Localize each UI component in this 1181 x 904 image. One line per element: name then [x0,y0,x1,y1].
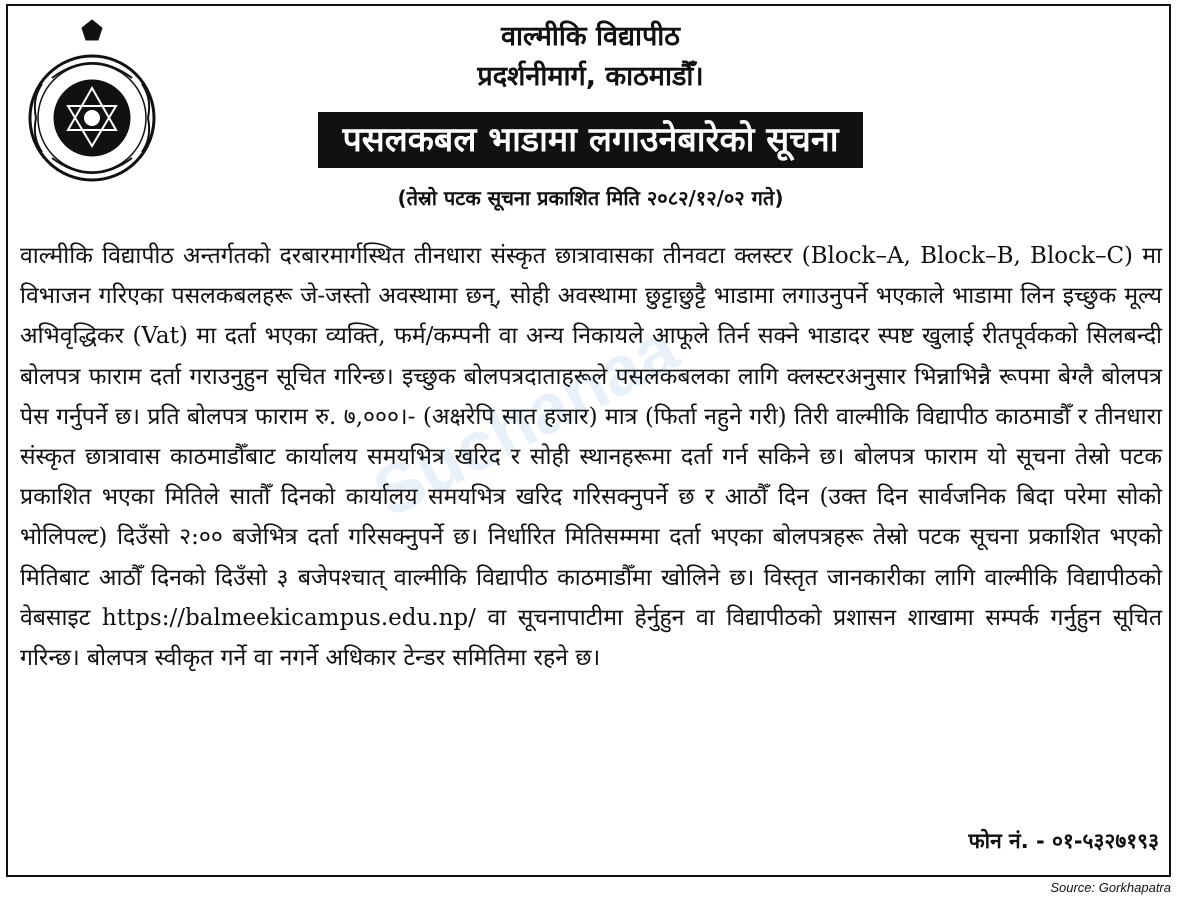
source-credit: Source: Gorkhapatra [1050,880,1171,895]
publication-date: (तेस्रो पटक सूचना प्रकाशित मिति २०८२/१२/०२ गते) [397,186,784,210]
notice-header [0,18,1181,212]
organization-name: वाल्मीकि विद्यापीठ [501,21,680,52]
notice-title: पसलकबल भाडामा लगाउनेबारेको सूचना [318,112,862,168]
watermark-text: Suchanaa [361,307,690,533]
organization-address: प्रदर्शनीमार्ग, काठमाडौँ। [477,61,704,92]
notice-body: वाल्मीकि विद्यापीठ अन्तर्गतको दरबारमार्गस्थित तीनधारा संस्कृत छात्रावासका तीनवटा क्लस्टर (Block–A, Block–B, Block–C) मा विभाजन गरिएका पसलकबलहरू जे-जस्तो अवस्थामा छन्, सोही अवस्थामा छुट्टाछुट्टै भाडामा लगाउनुपर्ने भएकाले भाडामा लिन इच्छुक मूल्य अभिवृद्धिकर (Vat) मा दर्ता भएका व्यक्ति, फर्म/कम्पनी वा अन्य निकायले आफूले तिर्न सक्ने भाडादर स्पष्ट खुलाई रीतपूर्वकको सिलबन्दी बोलपत्र फाराम दर्ता गराउनुहुन सूचित गरिन्छ। इच्छुक बोलपत्रदाताहरूले पसलकबलका लागि क्लस्टरअनुसार भिन्नाभिन्नै रूपमा बेग्लै बोलपत्र पेस गर्नुपर्ने छ। प्रति बोलपत्र फाराम रु. ७,०००।- (अक्षरेपि सात हजार) मात्र (फिर्ता नहुने गरी) तिरी वाल्मीकि विद्यापीठ काठमाडौँ र तीनधारा संस्कृत छात्रावास काठमाडौँबाट कार्यालय समयभित्र खरिद र सोही स्थानहरूमा दर्ता गर्न सकिने छ। बोलपत्र फाराम यो सूचना तेस्रो पटक प्रकाशित भएका मितिले सातौँ दिनको कार्यालय समयभित्र खरिद गरिसक्नुपर्ने छ र आठौँ दिन (उक्त दिन सार्वजनिक बिदा परेमा सोको भोलिपल्ट) दिउँसो २:०० बजेभित्र दर्ता गरिसक्नुपर्ने छ। निर्धारित मितिसम्ममा दर्ता भएका बोलपत्रहरू तेस्रो पटक सूचना प्रकाशित भएको मितिबाट आठौँ दिनको दिउँसो ३ बजेपश्चात् वाल्मीकि विद्यापीठ काठमाडौँमा खोलिने छ। विस्तृत जानकारीका लागि वाल्मीकि विद्यापीठको वेबसाइट https://balmeekicampus.edu.np/ वा सूचनापाटीमा हेर्नुहुन वा विद्यापीठको प्रशासन शाखामा सम्पर्क गर्नुहुन सूचित गरिन्छ। बोलपत्र स्वीकृत गर्ने वा नगर्ने अधिकार टेन्डर समितिमा रहने छ। [20,243,1163,672]
phone-number: फोन नं. - ०१-५३२७१९३ [968,829,1159,853]
